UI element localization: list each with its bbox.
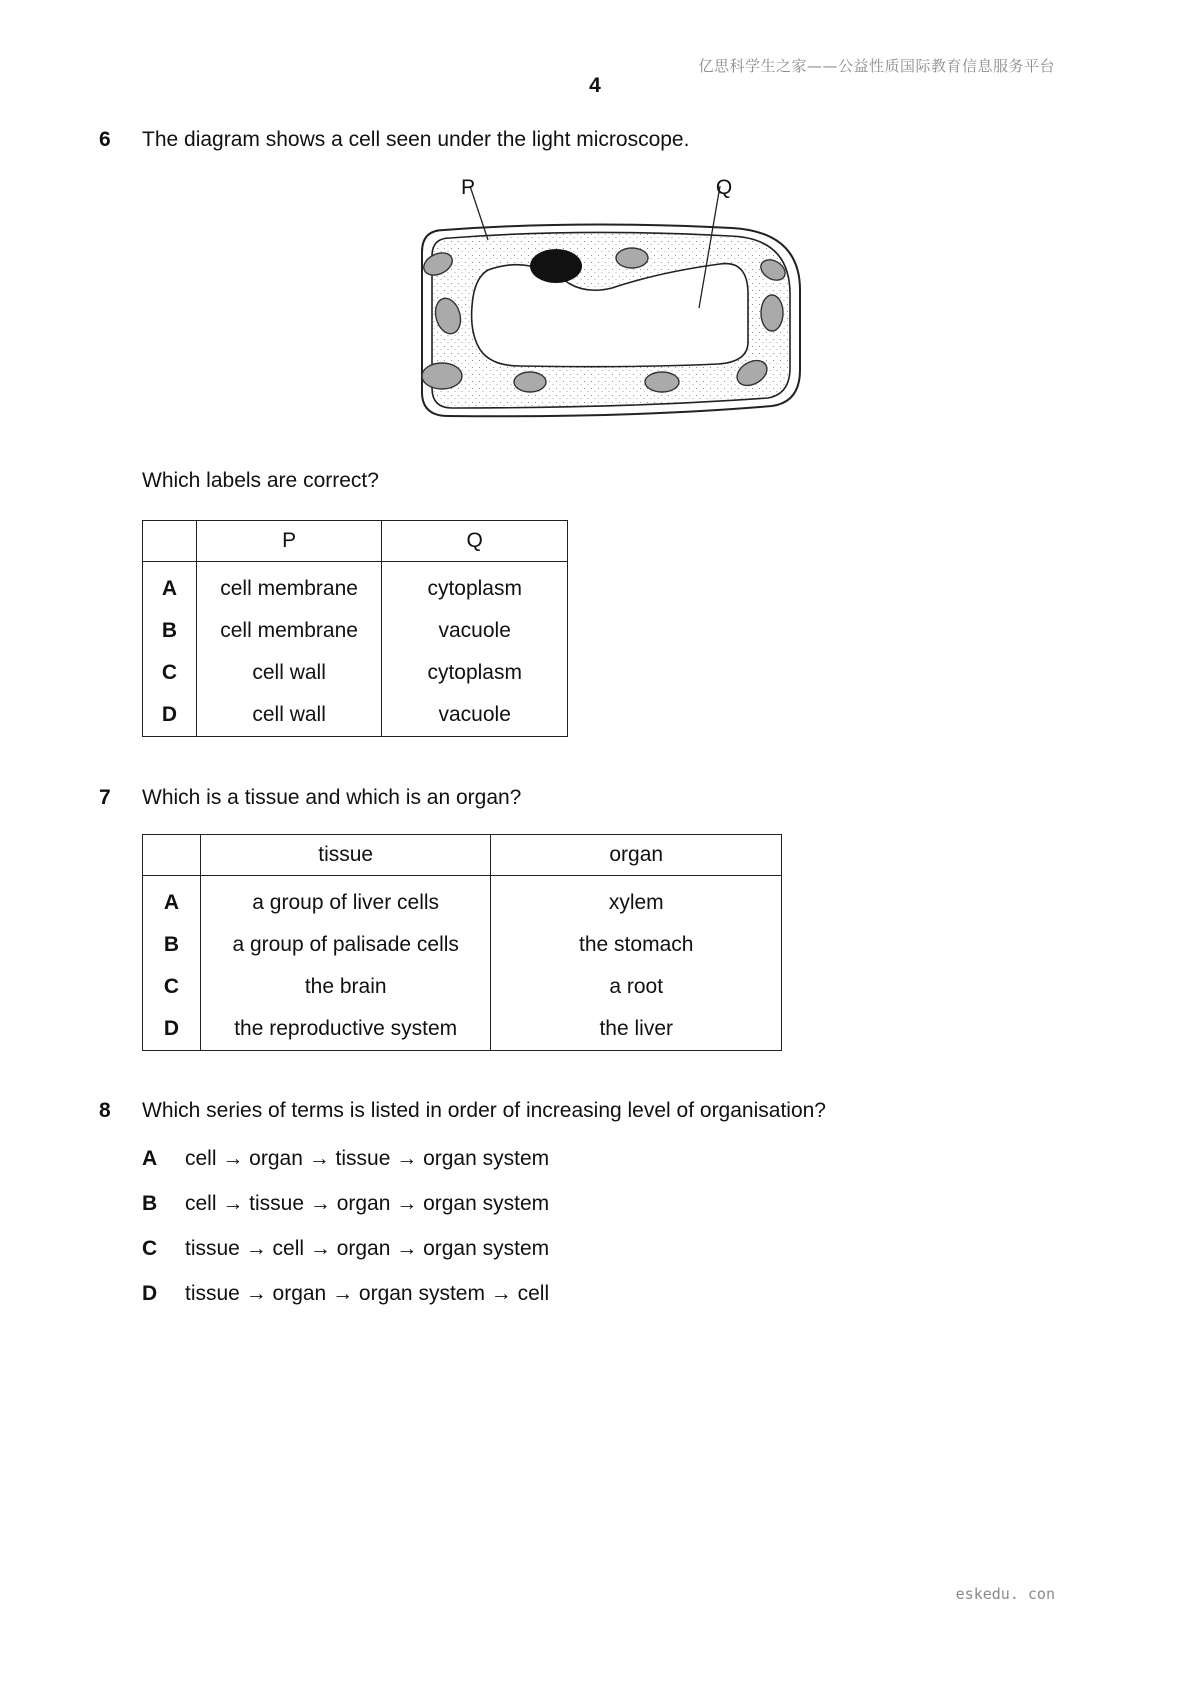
table-header-cell: Q	[382, 521, 568, 562]
cell-diagram	[380, 170, 820, 450]
table-row	[143, 966, 782, 1008]
table-cell: cell wall	[196, 694, 382, 737]
table-row	[143, 924, 782, 966]
table-cell: a root	[491, 966, 782, 1008]
question-6-number: 6	[99, 128, 111, 151]
option-letter: C	[142, 1237, 158, 1260]
table-row	[143, 1008, 782, 1051]
question-8-number: 8	[99, 1099, 111, 1122]
table-row	[143, 562, 568, 611]
question-6-prompt: Which labels are correct?	[142, 469, 379, 492]
option-letter: D	[143, 694, 197, 737]
table-cell: the reproductive system	[200, 1008, 491, 1051]
table-cell: cell membrane	[196, 610, 382, 652]
table-header-row	[143, 835, 782, 876]
option-letter: C	[143, 652, 197, 694]
label-q: Q	[715, 176, 733, 199]
table-header-cell: P	[196, 521, 382, 562]
question-6-text: The diagram shows a cell seen under the light microscope.	[142, 128, 690, 151]
table-header-cell: tissue	[200, 835, 491, 876]
chloroplast	[514, 372, 546, 392]
option-letter: A	[142, 1147, 158, 1170]
option-letter: C	[143, 966, 201, 1008]
question-7-text: Which is a tissue and which is an organ?	[142, 786, 522, 809]
question-7-table	[142, 834, 782, 1051]
table-row	[143, 610, 568, 652]
nucleus	[530, 249, 582, 283]
option-text: tissue → organ → organ system → cell	[185, 1282, 550, 1305]
footer-site-text: eskedu. con	[955, 1585, 1055, 1603]
table-row	[143, 652, 568, 694]
option-text: cell → organ → tissue → organ system	[185, 1147, 550, 1170]
table-row	[143, 876, 782, 925]
table-cell: vacuole	[382, 610, 568, 652]
page-number: 4	[589, 74, 601, 97]
table-header-row	[143, 521, 568, 562]
table-cell: a group of palisade cells	[200, 924, 491, 966]
table-header-cell: organ	[491, 835, 782, 876]
table-cell: cell wall	[196, 652, 382, 694]
chloroplast	[422, 363, 462, 389]
question-7-number: 7	[99, 786, 111, 809]
table-header-cell	[143, 521, 197, 562]
table-cell: xylem	[491, 876, 782, 925]
option-letter: D	[143, 1008, 201, 1051]
option-letter: A	[143, 562, 197, 611]
table-cell: the brain	[200, 966, 491, 1008]
question-8-text: Which series of terms is listed in order of increasing level of organisation?	[142, 1099, 826, 1122]
option-text: tissue → cell → organ → organ system	[185, 1237, 550, 1260]
table-cell: the liver	[491, 1008, 782, 1051]
option-letter: B	[143, 924, 201, 966]
table-cell: cytoplasm	[382, 562, 568, 611]
option-letter: D	[142, 1282, 158, 1305]
table-cell: cell membrane	[196, 562, 382, 611]
chloroplast	[616, 248, 648, 268]
option-letter: B	[142, 1192, 158, 1215]
table-row	[143, 694, 568, 737]
option-letter: A	[143, 876, 201, 925]
watermark-text: 亿思科学生之家——公益性质国际教育信息服务平台	[698, 57, 1055, 75]
table-cell: vacuole	[382, 694, 568, 737]
option-letter: B	[143, 610, 197, 652]
table-cell: a group of liver cells	[200, 876, 491, 925]
question-6-table	[142, 520, 568, 737]
chloroplast	[645, 372, 679, 392]
table-cell: cytoplasm	[382, 652, 568, 694]
option-text: cell → tissue → organ → organ system	[185, 1192, 550, 1215]
table-cell: the stomach	[491, 924, 782, 966]
chloroplast	[761, 295, 783, 331]
table-header-cell	[143, 835, 201, 876]
label-p: P	[460, 176, 476, 199]
